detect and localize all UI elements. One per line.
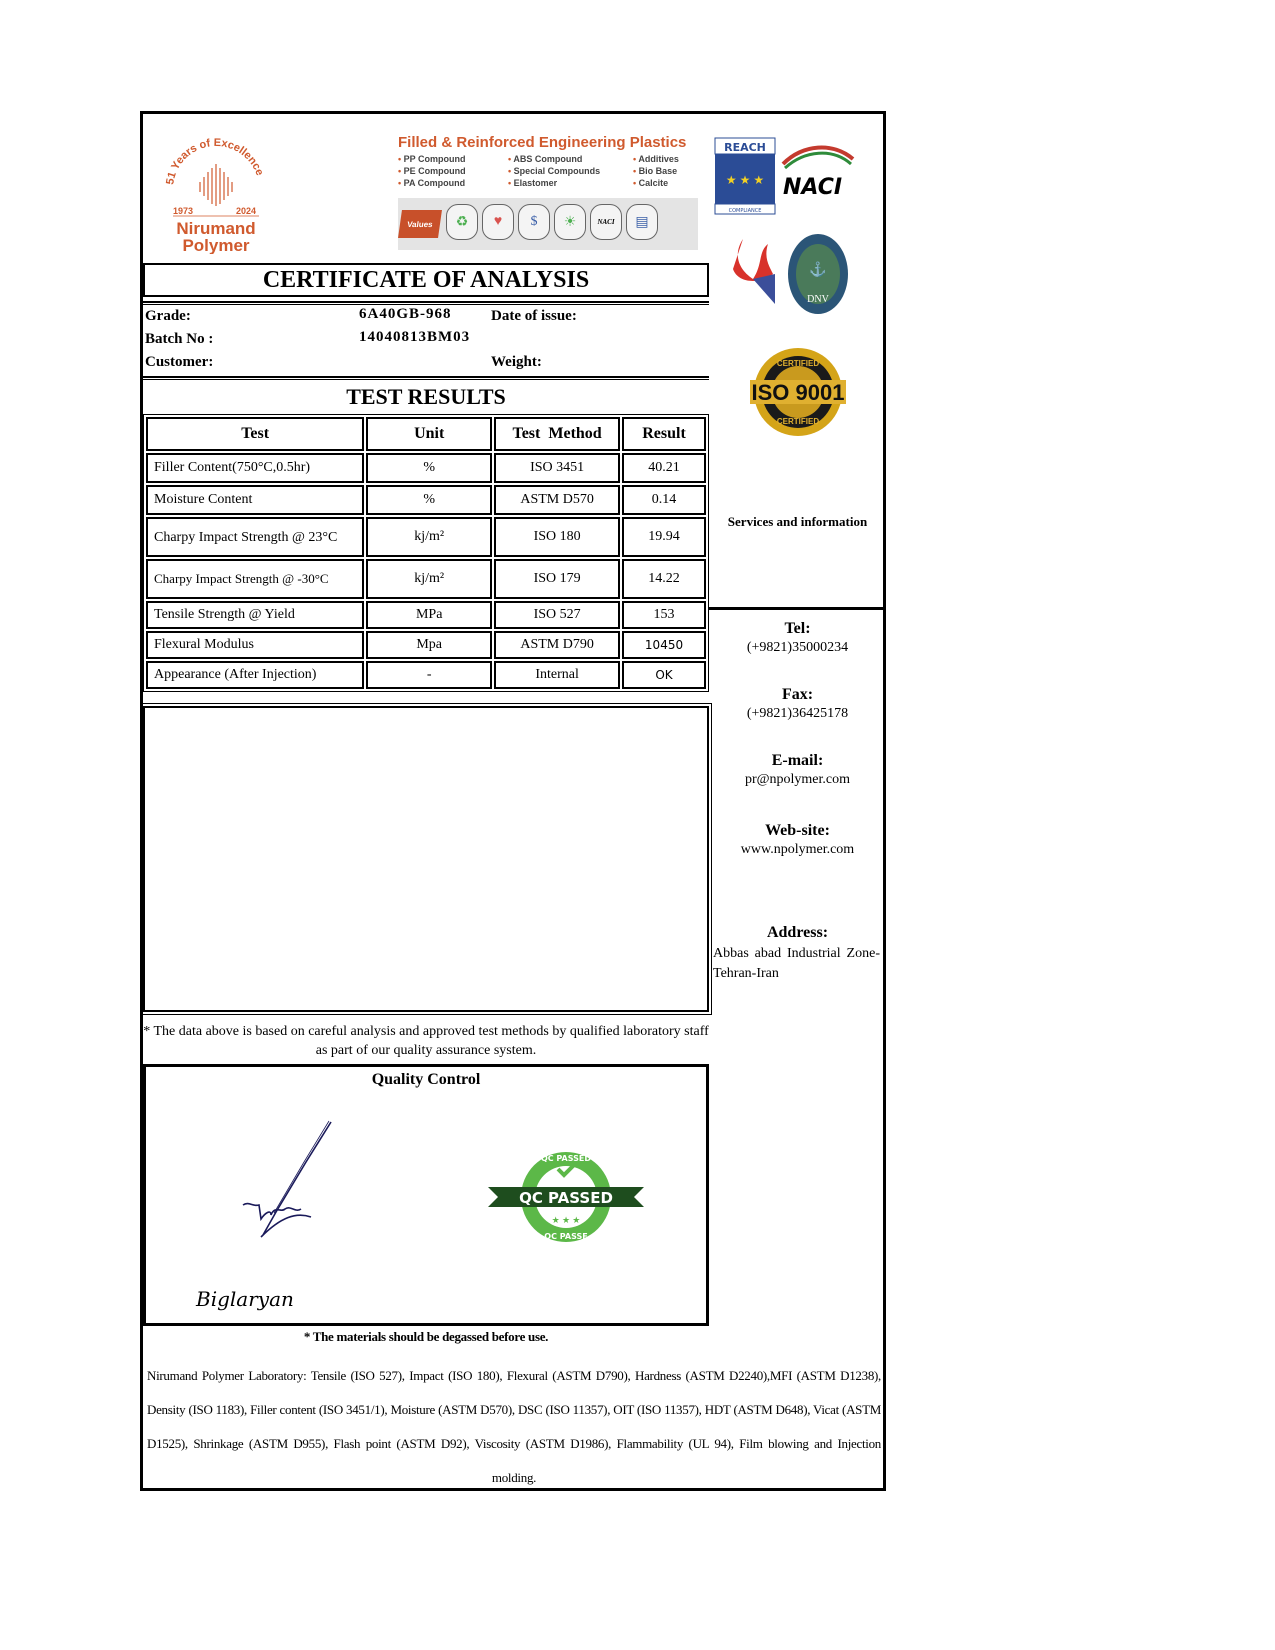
table-row xyxy=(146,485,706,515)
email-label: E-mail: xyxy=(771,752,824,769)
date-of-issue-label: Date of issue: xyxy=(491,308,577,324)
logo-year-start: 1973 xyxy=(173,206,194,216)
fax-value: (+9821)36425178 xyxy=(746,706,849,721)
fax-block xyxy=(709,686,886,722)
fax-label: Fax: xyxy=(781,686,814,703)
cell-result: 19.94 xyxy=(622,517,706,557)
website-block xyxy=(709,822,886,858)
brand-tagline: Filled & Reinforced Engineering Plastics xyxy=(398,134,687,151)
cell-method: Internal xyxy=(494,661,620,689)
cell-method: ASTM D790 xyxy=(494,631,620,659)
svg-text:51 Years of Excellence xyxy=(164,137,265,186)
cell-unit: % xyxy=(366,453,492,483)
degas-note: * The materials should be degassed before use. xyxy=(303,1329,549,1344)
batch-label: Batch No : xyxy=(145,331,214,347)
table-row xyxy=(146,601,706,629)
email-value[interactable]: pr@npolymer.com xyxy=(744,772,851,787)
cell-method: ISO 180 xyxy=(494,517,620,557)
cell-unit: Mpa xyxy=(366,631,492,659)
table-row xyxy=(146,661,706,689)
qc-stamp-top-text: QC PASSED xyxy=(540,1154,592,1163)
qc-stamp-band-text: QC PASSED xyxy=(519,1189,613,1207)
svg-text:DNV: DNV xyxy=(807,294,829,305)
grade-label: Grade: xyxy=(145,308,191,324)
values-tag: Values xyxy=(398,210,442,238)
circular-economy-icon: $ xyxy=(518,204,550,240)
cell-test: Moisture Content xyxy=(146,485,364,515)
blank-results-area xyxy=(143,706,709,1012)
dnv-austria-logo xyxy=(788,234,848,314)
recycle-icon: ♻ xyxy=(446,204,478,240)
address-block xyxy=(709,924,886,984)
quality-control-title: Quality Control xyxy=(371,1071,481,1088)
address-label: Address: xyxy=(766,924,829,941)
cell-method: ASTM D570 xyxy=(494,485,620,515)
product-item: • ABS Compound xyxy=(508,154,633,164)
logo-year-end: 2024 xyxy=(236,206,257,216)
svg-text:COMPLIANCE: COMPLIANCE xyxy=(728,208,762,214)
cell-result: 10450 xyxy=(622,631,706,659)
certificate-frame xyxy=(140,111,886,1491)
cell-result: 14.22 xyxy=(622,559,706,599)
svg-text:REACH: REACH xyxy=(724,141,766,154)
cell-method: ISO 3451 xyxy=(494,453,620,483)
logo-years-text: 51 Years of Excellence xyxy=(164,136,266,186)
heart-hand-icon: ♥ xyxy=(482,204,514,240)
standard-badge-icon: ▤ xyxy=(626,204,658,240)
svg-text:CERTIFIED: CERTIFIED xyxy=(776,359,820,368)
naci-badge-icon: NACI xyxy=(590,204,622,240)
header-result: Result xyxy=(622,417,706,451)
cell-unit: kj/m² xyxy=(366,559,492,599)
cell-test: Flexural Modulus xyxy=(146,631,364,659)
cell-result: 40.21 xyxy=(622,453,706,483)
test-results-table xyxy=(143,414,709,692)
tel-block xyxy=(709,620,886,656)
values-strip xyxy=(398,198,698,250)
product-item: • PA Compound xyxy=(398,178,508,188)
product-item: • Special Compounds xyxy=(508,166,633,176)
cell-test: Tensile Strength @ Yield xyxy=(146,601,364,629)
sustainability-bulb-icon: ☀ xyxy=(554,204,586,240)
website-label: Web-site: xyxy=(765,822,830,839)
cell-result: 0.14 xyxy=(622,485,706,515)
data-disclaimer: * The data above is based on careful analysis and approved test methods by qualified laboratory staff as part of our quality assurance system. xyxy=(143,1024,709,1058)
cell-method: ISO 179 xyxy=(494,559,620,599)
divider xyxy=(143,301,709,305)
logo-name-1: Nirumand xyxy=(176,219,256,238)
table-row xyxy=(146,517,706,557)
weight-label: Weight: xyxy=(491,354,542,370)
cell-unit: % xyxy=(366,485,492,515)
tel-value: (+9821)35000234 xyxy=(746,640,849,655)
table-row xyxy=(146,559,706,599)
address-value: Abbas abad Industrial Zone-Tehran-Iran xyxy=(713,946,880,981)
qc-passed-stamp xyxy=(486,1147,646,1247)
signature-scribble xyxy=(201,1117,341,1257)
grade-value: 6A40GB-968 xyxy=(359,306,452,322)
document-title: CERTIFICATE OF ANALYSIS xyxy=(143,263,709,297)
cell-unit: - xyxy=(366,661,492,689)
cell-unit: MPa xyxy=(366,601,492,629)
certification-logos xyxy=(713,134,883,444)
product-item: • Elastomer xyxy=(508,178,633,188)
naci-logo xyxy=(783,148,853,200)
nirumand-polymer-logo xyxy=(161,134,271,254)
cell-test: Appearance (After Injection) xyxy=(146,661,364,689)
qc-stamp-bottom-text: QC PASSE xyxy=(544,1232,588,1241)
header-unit: Unit xyxy=(366,417,492,451)
table-header-row xyxy=(146,417,706,451)
star-icon: ★ ★ ★ xyxy=(551,1215,581,1225)
reach-logo xyxy=(715,138,775,214)
header-test: Test xyxy=(146,417,364,451)
laboratory-capabilities: Nirumand Polymer Laboratory: Tensile (ISO 527), Impact (ISO 180), Flexural (ASTM D790), Hardness (ASTM D2240),MFI (ASTM D1238), Density (ISO 1183), Filler content (ISO 3451/1), Moisture (ASTM D570), DSC (ISO 11357), OIT (ISO 11357), HDT (ASTM D648), Vicat (ASTM D1525), Shrinkage (ASTM D955), Flash point (ASTM D92), Viscosity (ASTM D1986), Flammability (UL 94), Film blowing and Injection molding. xyxy=(147,1368,881,1485)
product-item: • PE Compound xyxy=(398,166,508,176)
cell-test: Filler Content(750°C,0.5hr) xyxy=(146,453,364,483)
tel-label: Tel: xyxy=(784,620,811,637)
batch-value: 14040813BM03 xyxy=(359,329,471,345)
contact-divider xyxy=(709,607,886,610)
svg-text:CERTIFIED: CERTIFIED xyxy=(776,417,820,426)
cell-test: Charpy Impact Strength @ -30°C xyxy=(146,559,364,599)
customer-label: Customer: xyxy=(145,354,214,370)
divider xyxy=(143,376,709,380)
svg-text:★ ★ ★: ★ ★ ★ xyxy=(725,173,765,187)
website-value[interactable]: www.npolymer.com xyxy=(740,842,855,857)
product-item: • Bio Base xyxy=(633,166,693,176)
cell-result: 153 xyxy=(622,601,706,629)
product-list xyxy=(398,154,688,188)
svg-text:ISO 9001: ISO 9001 xyxy=(751,380,845,405)
product-item: • Calcite xyxy=(633,178,693,188)
test-results-title: TEST RESULTS xyxy=(346,384,506,409)
svg-text:NACI: NACI xyxy=(783,175,843,200)
svg-text:⚓: ⚓ xyxy=(809,263,827,278)
email-block xyxy=(709,752,886,788)
cell-unit: kj/m² xyxy=(366,517,492,557)
logo-name-2: Polymer xyxy=(182,236,250,254)
table-row xyxy=(146,453,706,483)
signatory-name: Biglaryan xyxy=(196,1287,294,1311)
cell-test: Charpy Impact Strength @ 23°C xyxy=(146,517,364,557)
header-method: Test Method xyxy=(494,417,620,451)
cell-result: OK xyxy=(622,661,706,689)
table-row xyxy=(146,631,706,659)
cell-method: ISO 527 xyxy=(494,601,620,629)
iso-9001-seal xyxy=(750,348,846,436)
services-label: Services and information xyxy=(727,514,868,529)
product-item: • Additives xyxy=(633,154,693,164)
petrochemical-award-logo xyxy=(733,239,775,304)
quality-control-section xyxy=(143,1064,709,1326)
product-item: • PP Compound xyxy=(398,154,508,164)
